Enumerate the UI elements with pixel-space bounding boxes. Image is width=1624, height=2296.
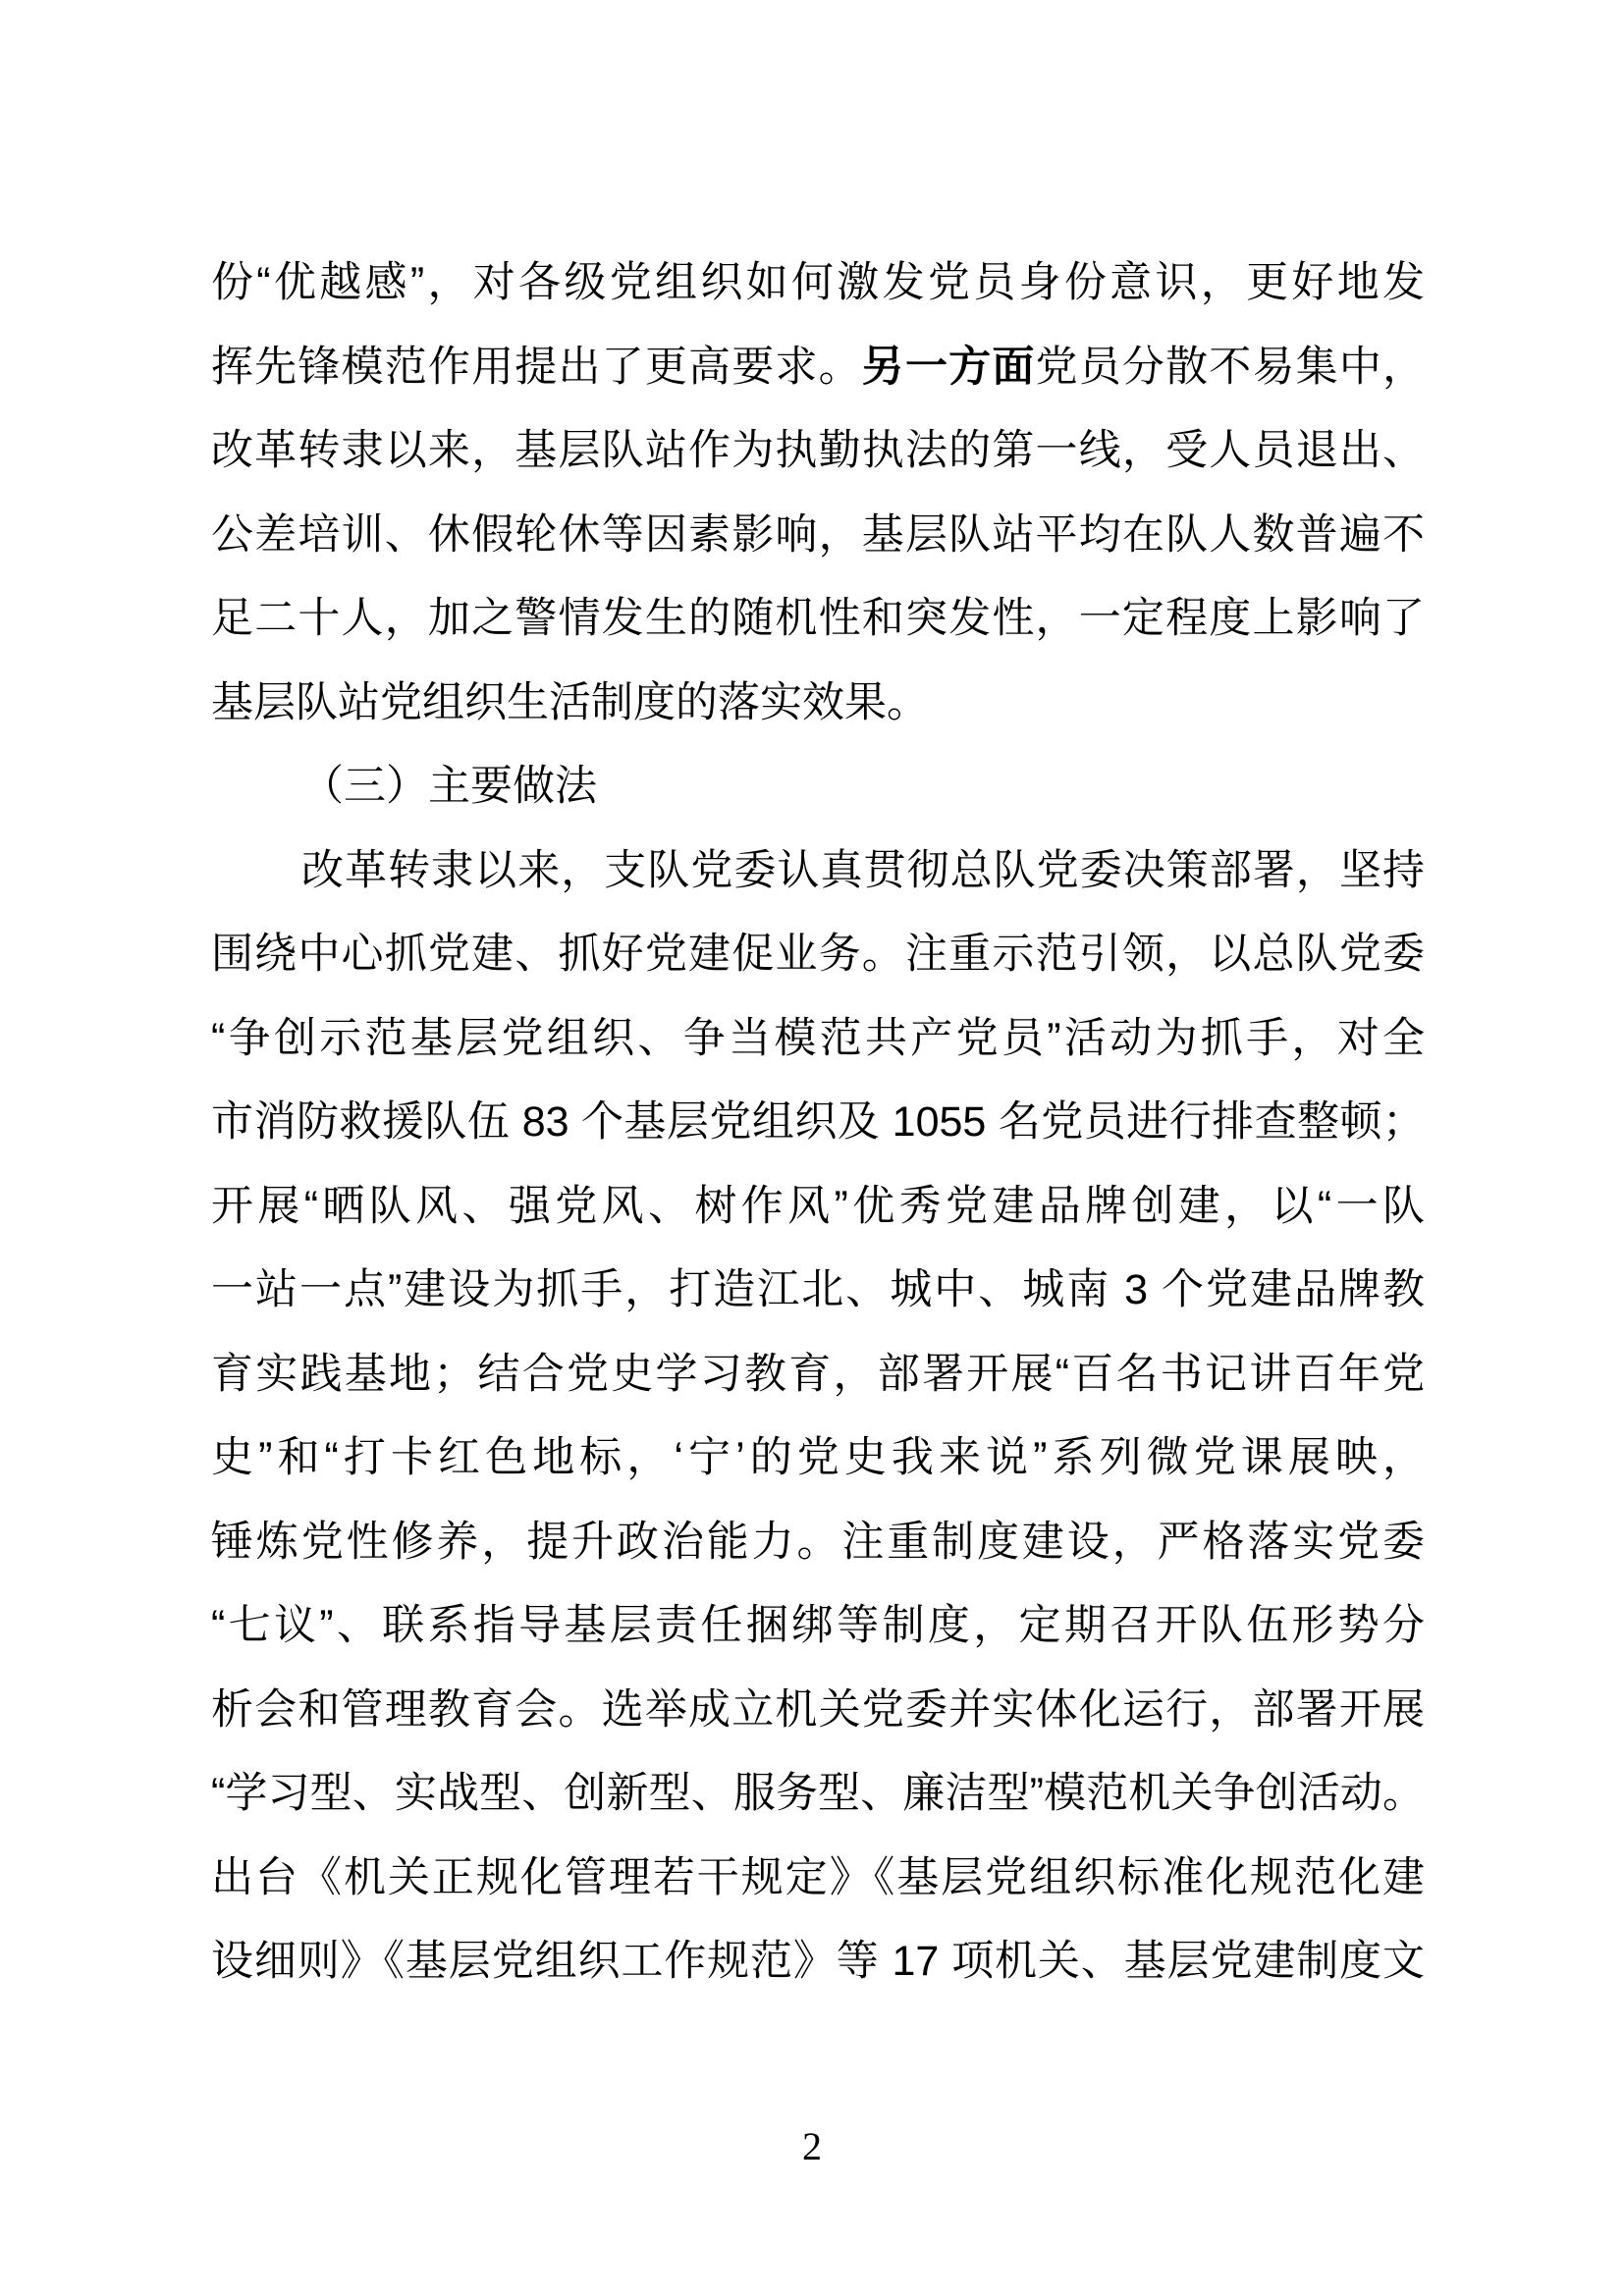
text-line: 足二十人，加之警情发生的随机性和突发性，一定程度上影响了 [211, 595, 1425, 642]
text-line: 份“优越感”，对各级党组织如何激发党员身份意识，更好地发 [211, 259, 1425, 306]
text-line: 开展“晒队风、强党风、树作风”优秀党建品牌创建，以“一队 [211, 1182, 1425, 1230]
text-line: 一站一点”建设为抓手，打造江北、城中、城南 3 个党建品牌教 [211, 1266, 1425, 1313]
text-line: “学习型、实战型、创新型、服务型、廉洁型”模范机关争创活动。 [211, 1770, 1425, 1817]
text-line: 锤炼党性修养，提升政治能力。注重制度建设，严格落实党委 [211, 1518, 1425, 1566]
section-heading: （三）主要做法 [301, 763, 597, 810]
text-line: 改革转隶以来，支队党委认真贯彻总队党委决策部署，坚持 [301, 846, 1425, 894]
text-line: “七议”、联系指导基层责任捆绑等制度，定期召开队伍形势分 [211, 1602, 1425, 1649]
text-segment: 党员分散不易集中， [1035, 343, 1426, 391]
text-line: 改革转隶以来，基层队站作为执勤执法的第一线，受人员退出、 [211, 427, 1425, 474]
text-line: 围绕中心抓党建、抓好党建促业务。注重示范引领，以总队党委 [211, 931, 1425, 978]
body-text [211, 241, 1425, 2004]
text-line: 公差培训、休假轮休等因素影响，基层队站平均在队人数普遍不 [211, 510, 1425, 559]
text-line: 史”和“打卡红色地标，‘宁’的党史我来说”系列微党课展映， [211, 1434, 1425, 1481]
bold-phrase: 另一方面 [861, 343, 1036, 391]
text-line [211, 326, 1425, 410]
text-line: 析会和管理教育会。选举成立机关党委并实体化运行，部署开展 [211, 1685, 1425, 1734]
text-line: 育实践基地；结合党史学习教育，部署开展“百名书记讲百年党 [211, 1350, 1425, 1398]
text-line: “争创示范基层党组织、争当模范共产党员”活动为抓手，对全 [211, 1014, 1425, 1062]
text-line: 基层队站党组织生活制度的落实效果。 [211, 678, 929, 726]
text-segment: 挥先锋模范作用提出了更高要求。 [211, 343, 862, 391]
page-number: 2 [802, 2124, 822, 2168]
text-line: 出台《机关正规化管理若干规定》《基层党组织标准化规范化建 [211, 1853, 1425, 1901]
text-line: 设细则》《基层党组织工作规范》等 17 项机关、基层党建制度文 [211, 1938, 1425, 1985]
text-line: 市消防救援队伍 83 个基层党组织及 1055 名党员进行排查整顿； [211, 1098, 1425, 1146]
